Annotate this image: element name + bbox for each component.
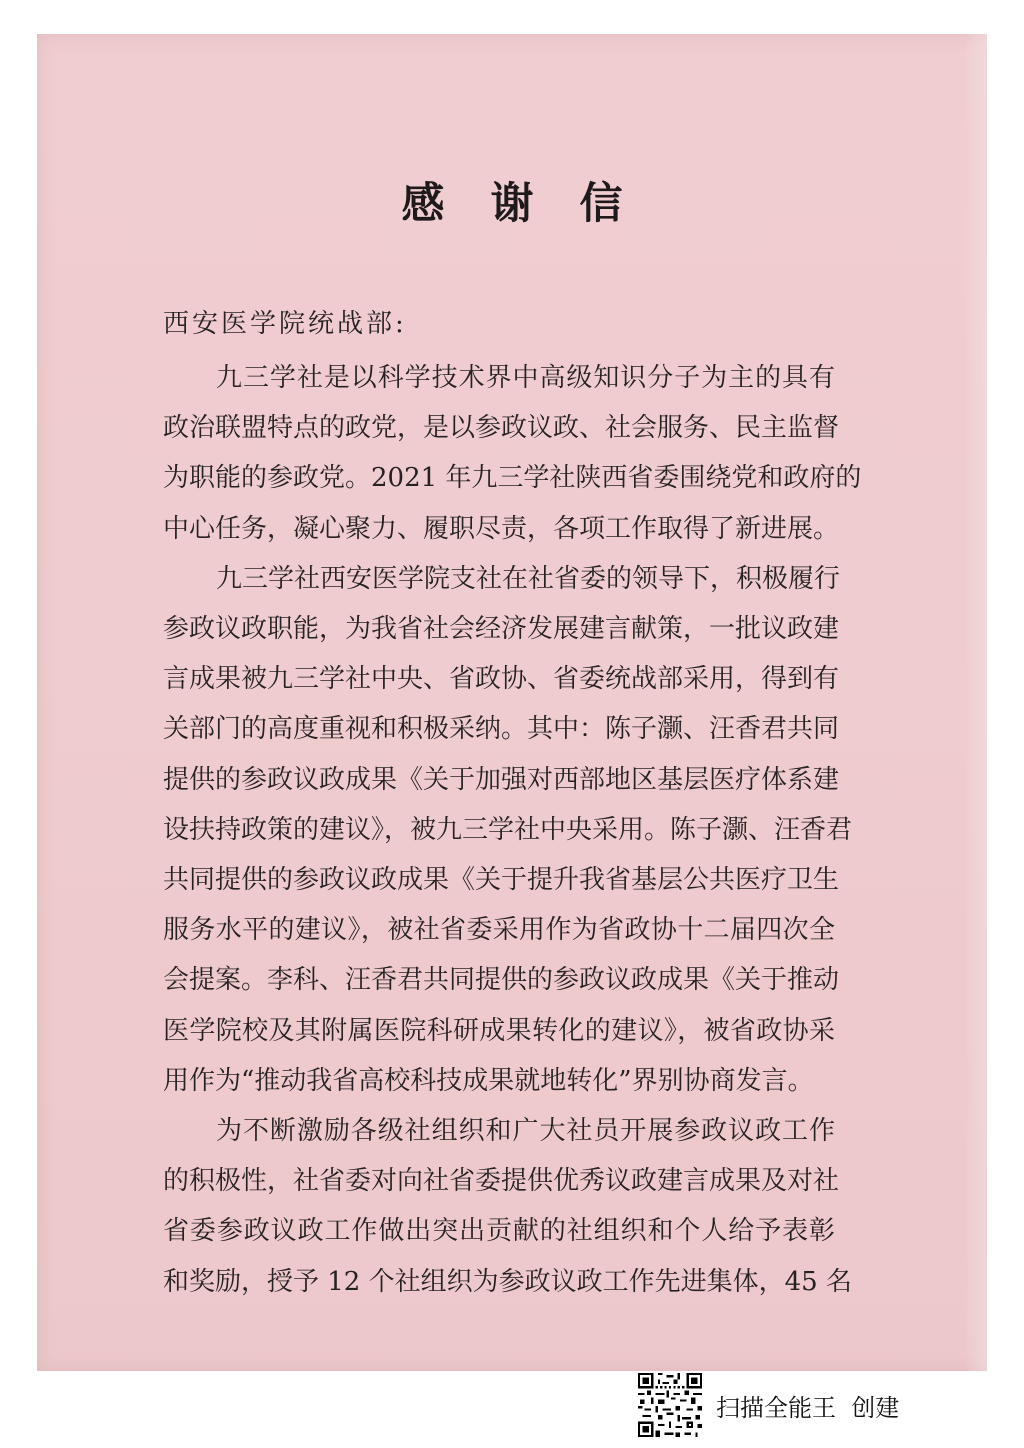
body-line: 九三学社是以科学技术界中高级知识分子为主的具有	[216, 363, 835, 393]
scanner-credit-text: 扫描全能王 创建	[716, 1393, 900, 1422]
body-line: 医学院校及其附属医院科研成果转化的建议》，被省政协采	[163, 1015, 835, 1046]
body-line: 政治联盟特点的政党，是以参政议政、社会服务、民主监督	[163, 413, 840, 444]
document-title: 感谢信	[401, 179, 669, 229]
body-line: 的积极性，社省委对向社省委提供优秀议政建言成果及对社	[163, 1166, 840, 1197]
body-line: 提供的参政议政成果《关于加强对西部地区基层医疗体系建	[163, 764, 840, 795]
body-line: 共同提供的参政议政成果《关于提升我省基层公共医疗卫生	[163, 865, 840, 895]
body-line: 关部门的高度重视和积极采纳。其中：陈子灏、汪香君共同	[163, 714, 840, 745]
body-line: 言成果被九三学社中央、省政协、省委统战部采用，得到有	[163, 664, 840, 695]
body-line: 九三学社西安医学院支社在社省委的领导下，积极履行	[216, 563, 841, 594]
body-line: 设扶持政策的建议》，被九三学社中央采用。陈子灏、汪香君	[163, 814, 853, 845]
body-line: 服务水平的建议》，被社省委采用作为省政协十二届四次全	[163, 915, 835, 946]
body-line: 为职能的参政党。2021 年九三学社陕西省委围绕党和政府的	[163, 463, 862, 494]
body-line: 为不断激励各级社组织和广大社员开展参政议政工作	[216, 1116, 835, 1146]
body-line: 和奖励，授予 12 个社组织为参政议政工作先进集体，45 名	[163, 1266, 852, 1297]
body-line: 用作为“推动我省高校科技成果就地转化”界别协商发言。	[163, 1065, 814, 1096]
qr-code-icon	[638, 1373, 702, 1437]
body-line: 中心任务，凝心聚力、履职尽责，各项工作取得了新进展。	[163, 513, 840, 544]
scanner-watermark	[638, 1373, 899, 1437]
body-line: 会提案。李科、汪香君共同提供的参政议政成果《关于推动	[163, 965, 840, 996]
body-line: 参政议政职能，为我省社会经济发展建言献策，一批议政建	[163, 614, 840, 644]
body-line: 省委参政议政工作做出突出贡献的社组织和个人给予表彰	[163, 1216, 835, 1247]
salutation: 西安医学院统战部:	[163, 309, 407, 339]
